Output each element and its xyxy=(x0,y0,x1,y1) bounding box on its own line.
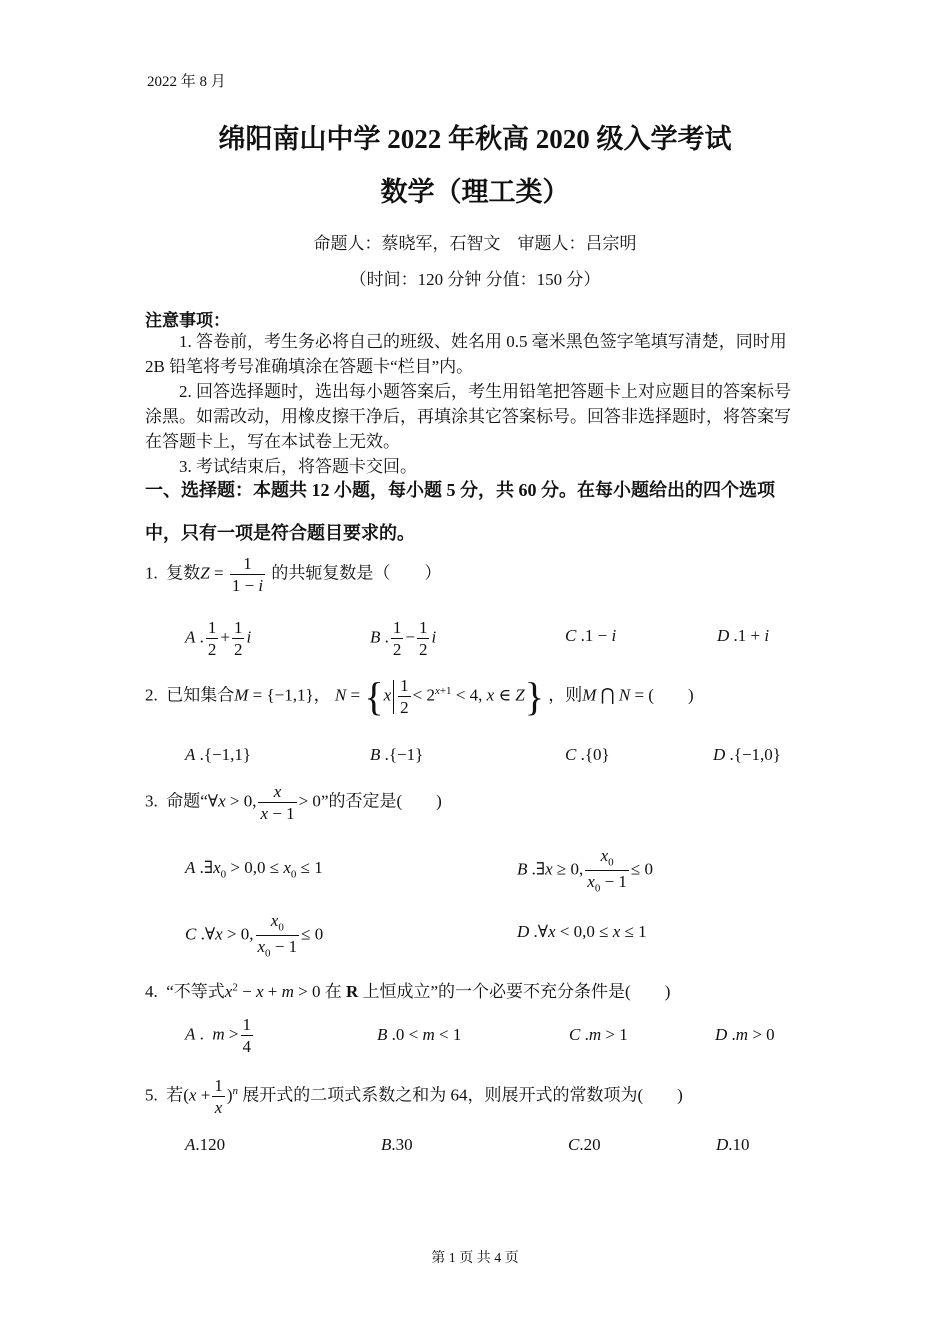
exam-title: 绵阳南山中学 2022 年秋高 2020 级入学考试 xyxy=(218,124,732,154)
exam-date: 2022 年 8 月 xyxy=(147,74,226,90)
question-number: 2. xyxy=(145,685,158,705)
q5-option-b: B.30 xyxy=(381,1135,413,1154)
q1-option-c: C .1 − i xyxy=(565,626,617,645)
question-number: 3. xyxy=(145,791,158,811)
option-text: .20 xyxy=(579,1135,601,1154)
q2-option-a: A .{−1,1} xyxy=(185,745,252,764)
notice-item-2: 2. 回答选择题时，选出每小题答案后，考生用铅笔把答题卡上对应题目的答案标号涂黑。如需改动，用橡皮擦干净后，再填涂其它答案标号。回答非选择题时，将答案写在答题卡上，写在本试卷上无效。 xyxy=(145,382,791,451)
q3-option-c: C .∀x > 0, $\frac{x_0}{x_0 - 1}$ ≤ 0 xyxy=(185,911,324,960)
q5-option-c: C.20 xyxy=(568,1135,601,1154)
question-1: 1. 复数Z = $\frac{1}{1 - i}$ 的共轭复数是（ ） xyxy=(145,554,442,596)
question-text: 命题“ xyxy=(166,791,208,811)
q4-option-b: B .0 < m < 1 xyxy=(377,1025,462,1044)
q2-option-c: C .{0} xyxy=(565,745,610,764)
question-text: R xyxy=(345,982,359,1001)
exam-subject: 数学（理工类） xyxy=(380,177,570,207)
question-text: ”的否定是( ) xyxy=(320,791,442,811)
option-text: .30 xyxy=(391,1135,413,1154)
question-text: ，则 xyxy=(548,685,583,705)
question-5: 5. 若(x + $\frac{1}{x}$ )$^n$ 展开式的二项式系数之和为 64，则展开式的常数项为( ) xyxy=(145,1076,683,1118)
question-text: 展开式的二项式系数之和为 64，则展开式的常数项为( ) xyxy=(242,1085,683,1105)
q5-option-d: D.10 xyxy=(716,1135,750,1154)
question-number: 1. xyxy=(145,563,158,583)
q3-option-d: D .∀x < 0,0 ≤ x ≤ 1 xyxy=(517,922,647,941)
section-choice-heading: 一、选择题：本题共 12 小题，每小题 5 分，共 60 分。在每小题给出的四个选项中，只有一项是符合题目要求的。 xyxy=(145,480,775,543)
notice-item-1: 1. 答卷前，考生务必将自己的班级、姓名用 0.5 毫米黑色签字笔填写清楚，同时用 2B 铅笔将考号准确填涂在答题卡“栏目”内。 xyxy=(145,332,787,376)
question-number: 4. xyxy=(145,982,158,1001)
question-text: 已知集合 xyxy=(166,685,235,705)
q3-option-b: B .∃x ≥ 0, $\frac{x_0}{x_0 - 1}$ ≤ 0 xyxy=(517,846,653,895)
notice-item-3: 3. 考试结束后，将答题卡交回。 xyxy=(179,457,417,476)
option-text: .10 xyxy=(728,1135,750,1154)
question-text: 的共轭复数是（ ） xyxy=(271,563,442,583)
question-number: 5. xyxy=(145,1085,158,1105)
question-text: 在 xyxy=(324,982,342,1001)
q1-option-a: A . $\frac{1}{2}$ + $\frac{1}{2}$ i xyxy=(185,618,252,660)
option-text: .120 xyxy=(195,1135,226,1154)
question-text: 若 xyxy=(166,1085,184,1105)
q5-option-a: A.120 xyxy=(185,1135,226,1154)
exam-authors: 命题人：蔡晓军，石智文 审题人：吕宗明 xyxy=(313,234,637,253)
question-3: 3. 命题“∀x > 0, $\frac{x}{x - 1}$ > 0”的否定是( ) xyxy=(145,782,442,824)
q2-option-b: B .{−1} xyxy=(370,745,424,764)
answer-blank: ( ) xyxy=(648,685,694,705)
q2-option-d: D .{−1,0} xyxy=(713,745,781,764)
question-text: 上恒成立”的一个必要不充分条件是( ) xyxy=(362,982,671,1001)
q4-option-a: A . m > $\frac{1}{4}$ xyxy=(185,1015,252,1057)
question-2: 2. 已知集合M = {−1,1}， N = {x $\frac{1}{2}$ < $2^{x+1} < 4$, x ∈ Z} ，则M ⋂ N = ( ) xyxy=(145,673,694,719)
question-4: 4. “不等式$x^2 - x + m > 0$ 在 R 上恒成立”的一个必要不充分条件是( ) xyxy=(145,981,671,1001)
q3-option-a: A $.\exists x_0 > 0,0 \le x_0 \le 1$ xyxy=(185,858,323,881)
notice-title: 注意事项： xyxy=(145,311,230,330)
question-text: 复数 xyxy=(166,563,201,583)
q1-option-d: D .1 + i xyxy=(717,626,770,645)
q4-option-d: D .m > 0 xyxy=(715,1025,775,1044)
exam-time-info: （时间：120 分钟 分值：150 分） xyxy=(349,270,601,289)
q1-option-b: B . $\frac{1}{2}$ − $\frac{1}{2}$ i xyxy=(370,618,437,660)
page-footer: 第 1 页 共 4 页 xyxy=(431,1251,519,1266)
question-text: “不等式 xyxy=(166,982,225,1001)
q4-option-c: C .m > 1 xyxy=(569,1025,628,1044)
